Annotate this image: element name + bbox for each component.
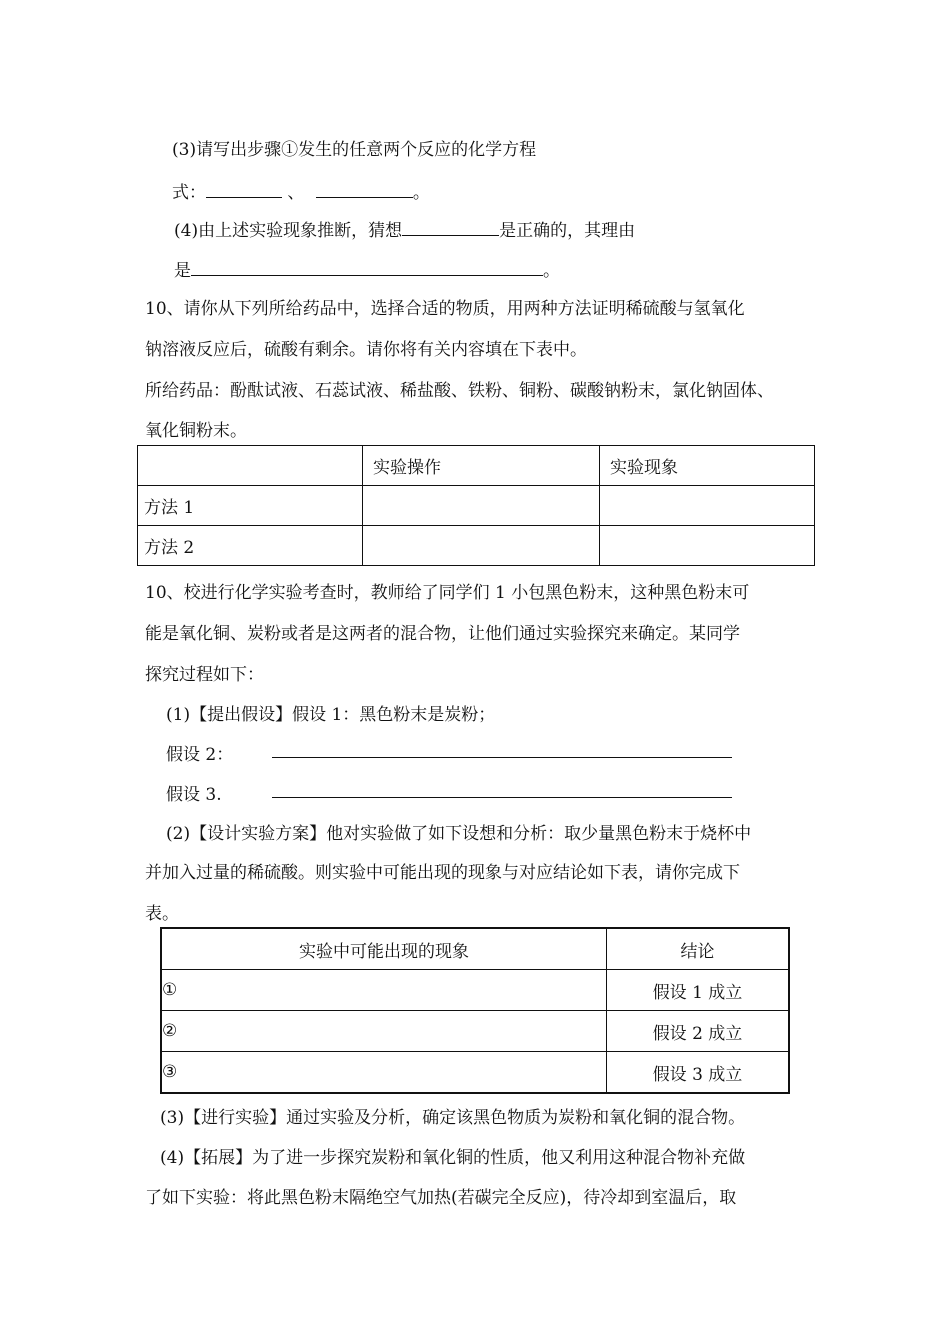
design-line-2: 并加入过量的稀硫酸。则实验中可能出现的现象与对应结论如下表，请你完成下 xyxy=(145,863,740,883)
operation-cell[interactable] xyxy=(363,486,600,526)
phenomenon-cell[interactable]: ① xyxy=(161,970,607,1011)
hypothesis-3-label: 假设 3. xyxy=(166,785,222,805)
q4-line2 xyxy=(174,258,560,282)
conclusion-cell: 假设 2 成立 xyxy=(607,1011,790,1052)
step-4-line-2: 了如下实验：将此黑色粉末隔绝空气加热(若碳完全反应)，待冷却到室温后，取 xyxy=(145,1188,737,1208)
q4-end: 。 xyxy=(543,261,560,281)
table-header-cell: 实验中可能出现的现象 xyxy=(161,928,607,970)
q10b-para-3: 探究过程如下： xyxy=(145,665,264,685)
q10b-para-1: 10、校进行化学实验考查时，教师给了同学们 1 小包黑色粉末，这种黑色粉末可 xyxy=(145,583,750,603)
step-3-text: (3)【进行实验】通过实验及分析，确定该黑色物质为炭粉和氧化铜的混合物。 xyxy=(160,1108,746,1128)
conclusion-cell: 假设 3 成立 xyxy=(607,1052,790,1094)
operation-cell[interactable] xyxy=(363,526,600,566)
table-header-cell: 实验操作 xyxy=(363,446,600,486)
q3-end: 。 xyxy=(412,183,430,203)
table-header-row xyxy=(138,446,815,486)
reason-blank[interactable] xyxy=(191,258,543,276)
q3-prefix: 式： xyxy=(172,183,206,203)
table-row xyxy=(138,486,815,526)
methods-table xyxy=(137,445,815,566)
hypothesis-intro: (1)【提出假设】假设 1：黑色粉末是炭粉； xyxy=(166,705,496,725)
answer-blank-1[interactable] xyxy=(206,180,282,198)
conclusion-cell: 假设 1 成立 xyxy=(607,970,790,1011)
design-line-1: (2)【设计实验方案】他对实验做了如下设想和分析：取少量黑色粉末于烧杯中 xyxy=(166,824,752,844)
table-header-row xyxy=(161,928,789,970)
table-row xyxy=(161,1052,789,1094)
table-header-cell: 实验现象 xyxy=(600,446,815,486)
q3-line2 xyxy=(172,180,430,204)
q3-line1: (3)请写出步骤①发生的任意两个反应的化学方程 xyxy=(172,140,537,160)
step-4-line-1: (4)【拓展】为了进一步探究炭粉和氧化铜的性质，他又利用这种混合物补充做 xyxy=(160,1148,746,1168)
q10b-para-2: 能是氧化铜、炭粉或者是这两者的混合物，让他们通过实验探究来确定。某同学 xyxy=(145,624,740,644)
q10a-para-4: 氧化铜粉末。 xyxy=(145,421,247,441)
design-line-3: 表。 xyxy=(145,904,179,924)
table-row xyxy=(161,1011,789,1052)
hypothesis-2-label: 假设 2： xyxy=(166,745,234,765)
table-header-cell: 结论 xyxy=(607,928,790,970)
method-label: 方法 1 xyxy=(138,486,363,526)
q3-separator: 、 xyxy=(287,183,305,203)
table-row xyxy=(138,526,815,566)
q4-line1 xyxy=(174,218,635,242)
q10a-para-2: 钠溶液反应后，硫酸有剩余。请你将有关内容填在下表中。 xyxy=(145,340,587,360)
table-row xyxy=(161,970,789,1011)
table-header-cell xyxy=(138,446,363,486)
hypothesis-3-blank[interactable] xyxy=(272,780,732,798)
q4-text-a: (4)由上述实验现象推断，猜想 xyxy=(174,221,403,241)
guess-blank[interactable] xyxy=(402,218,499,236)
phenomenon-cell[interactable]: ② xyxy=(161,1011,607,1052)
hypothesis-2-blank[interactable] xyxy=(272,740,732,758)
q10a-para-3: 所给药品：酚酞试液、石蕊试液、稀盐酸、铁粉、铜粉、碳酸钠粉末，氯化钠固体、 xyxy=(145,381,774,401)
phenomenon-cell[interactable] xyxy=(600,526,815,566)
phenomenon-cell[interactable]: ③ xyxy=(161,1052,607,1094)
conclusion-table xyxy=(160,927,790,1094)
q4-text-b: 是正确的，其理由 xyxy=(499,221,636,241)
phenomenon-cell[interactable] xyxy=(600,486,815,526)
q4-prefix: 是 xyxy=(174,261,191,281)
answer-blank-2[interactable] xyxy=(316,180,413,198)
method-label: 方法 2 xyxy=(138,526,363,566)
q10a-para-1: 10、请你从下列所给药品中，选择合适的物质，用两种方法证明稀硫酸与氢氧化 xyxy=(145,299,745,319)
